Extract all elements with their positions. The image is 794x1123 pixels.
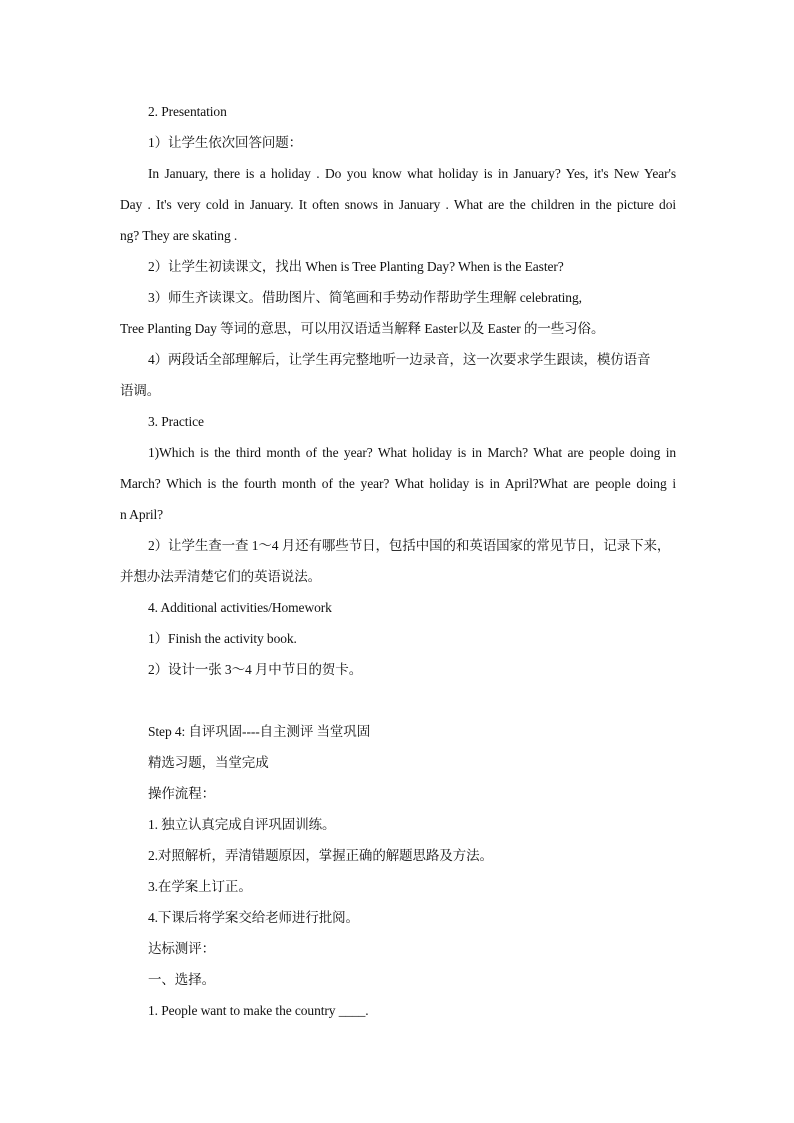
instruction-line: 2）让学生初读课文，找出 When is Tree Planting Day? When is the Easter? [148,259,564,274]
document-body [120,96,676,1026]
list-item: 4.下课后将学案交给老师进行批阅。 [148,910,359,925]
blank-spacer [120,685,676,716]
section-heading-practice: 3. Practice [148,414,204,429]
instruction-line: 操作流程： [148,786,215,801]
instruction-line: 精选习题，当堂完成 [148,755,269,770]
instruction-line: 4）两段话全部理解后，让学生再完整地听一边录音，这一次要求学生跟读，模仿语音 [148,352,651,367]
instruction-line: 语调。 [120,383,161,398]
list-item: 3.在学案上订正。 [148,879,252,894]
instruction-line: 3）师生齐读课文。借助图片、简笔画和手势动作帮助学生理解 celebrating, [148,290,582,305]
instruction-line: 1）让学生依次回答问题： [148,135,303,150]
instruction-line: 2）设计一张 3～4 月中节日的贺卡。 [148,662,363,677]
instruction-line: Tree Planting Day 等词的意思，可以用汉语适当解释 Easter以及 Easter 的一些习俗。 [120,321,605,336]
paragraph-line: 1)Which is the third month of the year? What holiday is in March? What are people doing in [148,445,676,460]
paragraph-line: n April? [120,507,164,522]
exercise-question: 1. People want to make the country ____. [148,1003,369,1018]
instruction-line: 1）Finish the activity book. [148,631,297,646]
list-item: 1. 独立认真完成自评巩固训练。 [148,817,336,832]
instruction-line: 达标测评： [148,941,215,956]
exercise-heading: 一、选择。 [148,972,215,987]
step-heading: Step 4: 自评巩固----自主测评 当堂巩固 [148,724,371,739]
paragraph-line: ng? They are skating . [120,228,238,243]
section-heading-homework: 4. Additional activities/Homework [148,600,332,615]
instruction-line: 并想办法弄清楚它们的英语说法。 [120,569,321,584]
paragraph-line: Day . It's very cold in January. It often snows in January . What are the children in the picture doi [120,197,676,212]
section-heading-presentation: 2. Presentation [148,104,227,119]
paragraph-line: In January, there is a holiday . Do you know what holiday is in January? Yes, it's New Year's [148,166,676,181]
instruction-line: 2）让学生查一查 1～4 月还有哪些节日，包括中国的和英语国家的常见节日，记录下来， [148,538,671,553]
paragraph-line: March? Which is the fourth month of the year? What holiday is in April?What are people doing i [120,476,676,491]
list-item: 2.对照解析，弄清错题原因，掌握正确的解题思路及方法。 [148,848,493,863]
